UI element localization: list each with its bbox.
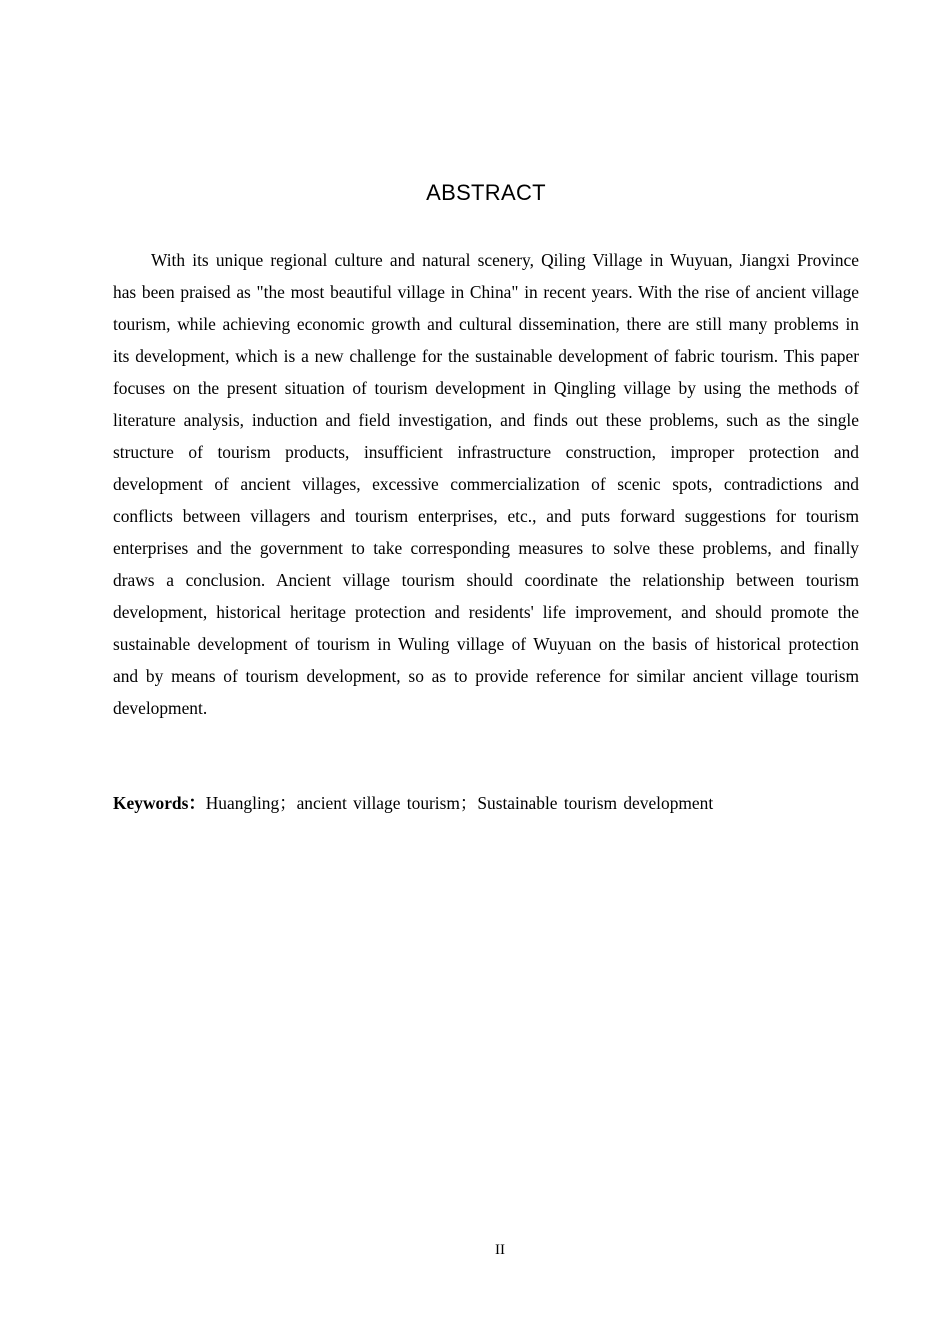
abstract-title: ABSTRACT [426,180,546,205]
keyword-item: Huangling； [205,793,297,813]
page-number: II [495,1242,505,1258]
keywords-line [113,787,859,819]
keyword-item: ancient village tourism； [296,793,478,813]
keyword-item: Sustainable tourism development [477,793,714,813]
abstract-body: With its unique regional culture and natural scenery, Qiling Village in Wuyuan, Jiangxi Province has been praised as "the most beautiful village in China" in recent years. With the rise of ancient village tourism, while achieving economic growth and cultural dissemination, there are still many problems in its development, which is a new challenge for the sustainable development of fabric tourism. This paper focuses on the present situation of tourism development in Qingling village by using the methods of literature analysis, induction and field investigation, and finds out these problems, such as the single structure of tourism products, insufficient infrastructure construction, improper protection and development of ancient villages, excessive commercialization of scenic spots, contradictions and conflicts between villagers and tourism enterprises, etc., and puts forward suggestions for tourism enterprises and the government to take corresponding measures to solve these problems, and finally draws a conclusion. Ancient village tourism should coordinate the relationship between tourism development, historical heritage protection and residents' life improvement, and should promote the sustainable development of tourism in Wuling village of Wuyuan on the basis of historical protection and by means of tourism development, so as to provide reference for similar ancient village tourism development. [113,250,859,718]
keywords-label: Keywords： [113,793,206,813]
